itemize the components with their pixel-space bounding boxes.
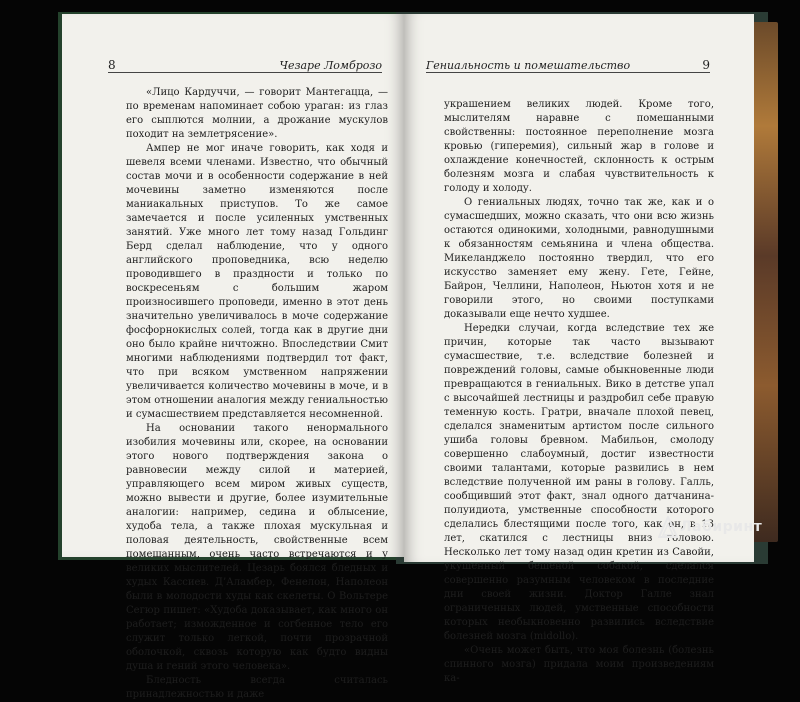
right-page-body (444, 98, 714, 686)
paragraph: Нередки случаи, когда вследствие тех же причин, которые так часто вызывают сумасшествие, т.е. вследствие болезней и повреждений головы, самые обыкновенные люди превращаются в гениальных. Вико в детстве упал с высочайшей лестницы и раздробил себе правую теменную кость. Гратри, вначале плохой певец, сделался знаменитым артистом после сильного ушиба головы бревном. Мабильон, смолоду совершенно слабоумный, достиг известности своими талантами, которые развились в нем вследствие полученной им раны в голову. Галль, сообщивший этот факт, знал одного датчанина-полуидиота, умственные способности которого сделались блестящими после того, как он, в 13 лет, скатился с лестницы вниз головою. Несколько лет тому назад один кретин из Савойи, укушенный бешеной собакой, сделался совершенно разумным человеком в последние дни своей жизни. Доктор Галле знал ограниченных людей, умственные способности которых необыкновенно развились вследствие болезней мозга (midollo). (444, 323, 714, 642)
left-page-number: 8 (108, 58, 116, 72)
watermark-text: Лабиринт (680, 519, 763, 535)
paragraph: О гениальных людях, точно так же, как и о сумасшедших, можно сказать, что они всю жизнь остаются одинокими, холодными, равнодушными к обязанностям семьянина и члена общества. Микеланджело постоянно твердил, что его искусство заменяет ему жену. Гете, Гейне, Байрон, Челлини, Наполеон, Ньютон хотя и не говорили этого, но своими поступками доказывали еще нечто худшее. (444, 197, 714, 320)
right-running-head: Гениальность и помешательство (426, 59, 631, 72)
paragraph: Ампер не мог иначе говорить, как ходя и шевеля всеми членами. Известно, что обычный состав мочи и в особенности содержание в ней мочевины заметно изменяются после маниакальных приступов. То же самое замечается и после усиленных умственных занятий. Уже много лет тому назад Гольдинг Берд сделал наблюдение, что у одного английского проповедника, всю неделю проводившего в праздности и только по воскресеньям с большим жаром произносившего проповеди, именно в этот день значительно увеличивалось в моче содержание фосфорнокислых солей, тогда как в другие дни оно было крайне ничтожно. Впоследствии Смит многими наблюдениями подтвердил тот факт, что при всяком умственном напряжении увеличивается количество мочевины в моче, и в этом отношении аналогия между гениальностью и сумасшествием представляется несомненной. (126, 143, 388, 420)
left-running-header (108, 52, 382, 73)
paragraph: На основании такого ненормального изобилия мочевины или, скорее, на основании этого нового подтверждения закона о равновесии между силой и материей, управляющего всем миром живых существ, можно вывести и другие, более изумительные аналогии: например, седина и облысение, худоба тела, а также плохая мускульная и половая деятельность, свойственные всем помешанным, очень часто встречаются и у великих мыслителей. Цезарь боялся бледных и худых Кассиев. Д’Аламбер, Фенелон, Наполеон были в молодости худы как скелеты. О Вольтере Сегюр пишет: «Худоба доказывает, как много он работает; изможденное и согбенное тело его служит только легкой, почти прозрачной оболочкой, сквозь которую как будто видны душа и гений этого человека». (126, 423, 388, 672)
labirint-logo-icon (658, 516, 678, 538)
paragraph: «Очень может быть, что моя болезнь (болезнь спинного мозга) придала моим произведениям ка- (444, 645, 714, 684)
right-running-header (426, 52, 710, 73)
left-page-body (126, 86, 388, 702)
right-page (404, 14, 754, 684)
left-running-head: Чезаре Ломброзо (279, 59, 382, 72)
paragraph: Бледность всегда считалась принадлежностью и даже (126, 675, 388, 700)
paragraph: «Лицо Кардуччи, — говорит Мантегацца, — по временам напоминает собою ураган: из глаз его сыплются молнии, а дрожание мускулов походит на землетрясение». (126, 87, 388, 140)
paragraph: украшением великих людей. Кроме того, мыслителям наравне с помешанными свойственны: постоянное переполнение мозга кровью (гиперемия), сильный жар в голове и охлаждение конечностей, склонность к острым болезням мозга и слабая чувствительность к голоду и холоду. (444, 99, 714, 194)
labirint-watermark (658, 516, 762, 538)
right-page-number: 9 (702, 58, 710, 72)
left-page (62, 14, 404, 700)
cover-illustration-edge (752, 22, 778, 542)
